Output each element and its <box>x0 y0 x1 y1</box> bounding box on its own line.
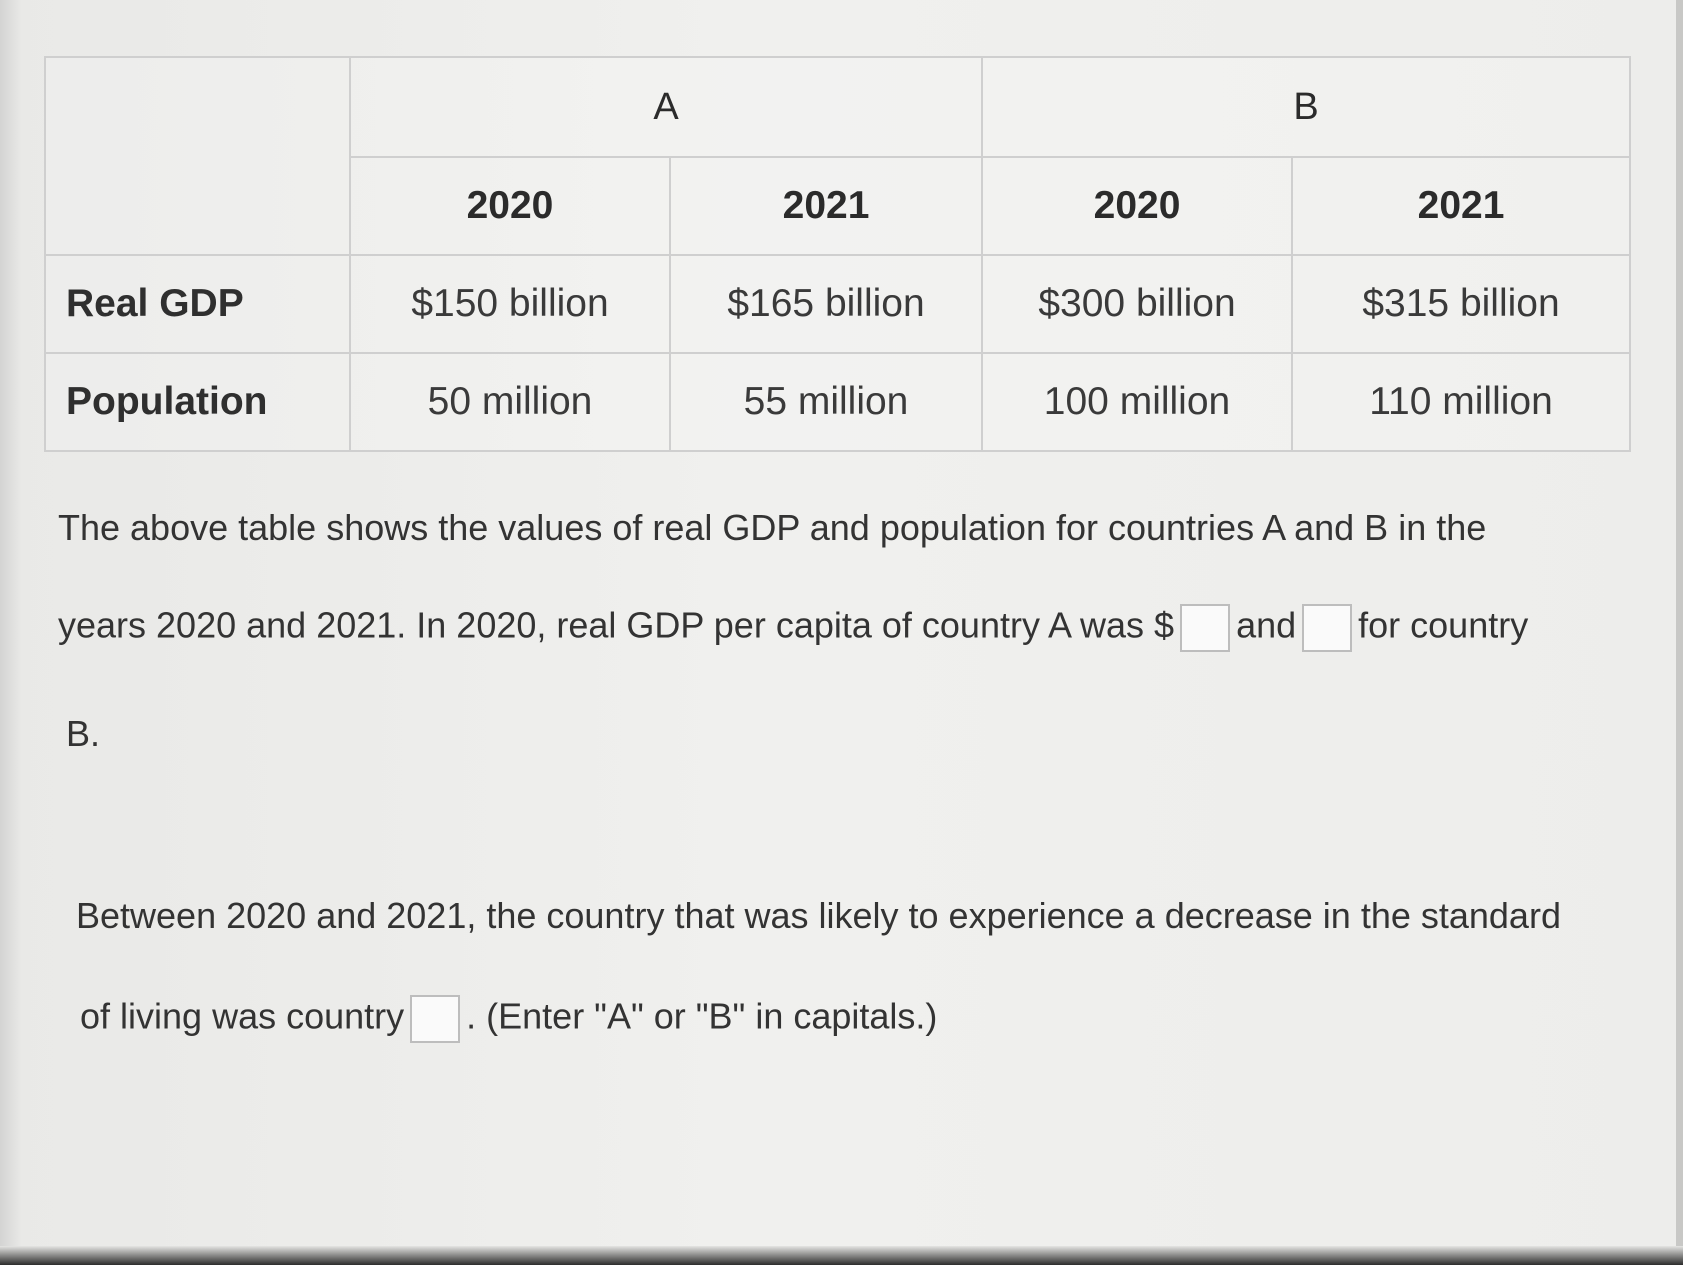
cell-pop-b-2021: 110 million <box>1292 353 1630 451</box>
answer-input-gdp-per-capita-a[interactable] <box>1180 604 1230 652</box>
question-text-line-5 <box>80 995 937 1043</box>
monitor-bottom-bezel <box>0 1246 1683 1265</box>
answer-input-country[interactable] <box>410 995 460 1043</box>
question-line-5-part-1: of living was country <box>80 995 405 1037</box>
country-header-b: B <box>982 57 1630 157</box>
answer-input-gdp-per-capita-b[interactable] <box>1302 604 1352 652</box>
cell-gdp-b-2020: $300 billion <box>982 255 1292 353</box>
question-text-line-4: Between 2020 and 2021, the country that was likely to experience a decrease in the standard <box>76 895 1561 936</box>
monitor-right-bezel <box>1676 0 1683 1265</box>
country-header-row <box>45 57 1630 157</box>
left-edge-shadow <box>0 0 22 1265</box>
question-line-5-part-2: . (Enter "A" or "B" in capitals.) <box>466 995 938 1037</box>
row-label-population: Population <box>45 353 350 451</box>
cell-gdp-b-2021: $315 billion <box>1292 255 1630 353</box>
year-header-b-2021: 2021 <box>1292 157 1630 255</box>
cell-gdp-a-2021: $165 billion <box>670 255 982 353</box>
question-line-2-part-2: and <box>1236 604 1297 646</box>
cell-pop-a-2021: 55 million <box>670 353 982 451</box>
year-header-b-2020: 2020 <box>982 157 1292 255</box>
question-line-2-part-3: for country <box>1358 604 1529 646</box>
question-line-2-part-1: years 2020 and 2021. In 2020, real GDP per capita of country A was $ <box>58 604 1175 646</box>
gdp-population-table <box>44 56 1631 452</box>
table-corner-cell <box>45 57 350 255</box>
cell-gdp-a-2020: $150 billion <box>350 255 670 353</box>
year-header-a-2020: 2020 <box>350 157 670 255</box>
table-row <box>45 255 1630 353</box>
data-table-container <box>44 56 1629 452</box>
table-row <box>45 353 1630 451</box>
question-text-line-3: B. <box>66 713 101 754</box>
question-text-line-2 <box>58 604 1528 652</box>
cell-pop-a-2020: 50 million <box>350 353 670 451</box>
year-header-a-2021: 2021 <box>670 157 982 255</box>
row-label-real-gdp: Real GDP <box>45 255 350 353</box>
question-text-line-1: The above table shows the values of real GDP and population for countries A and B in the <box>58 507 1487 548</box>
country-header-a: A <box>350 57 982 157</box>
cell-pop-b-2020: 100 million <box>982 353 1292 451</box>
